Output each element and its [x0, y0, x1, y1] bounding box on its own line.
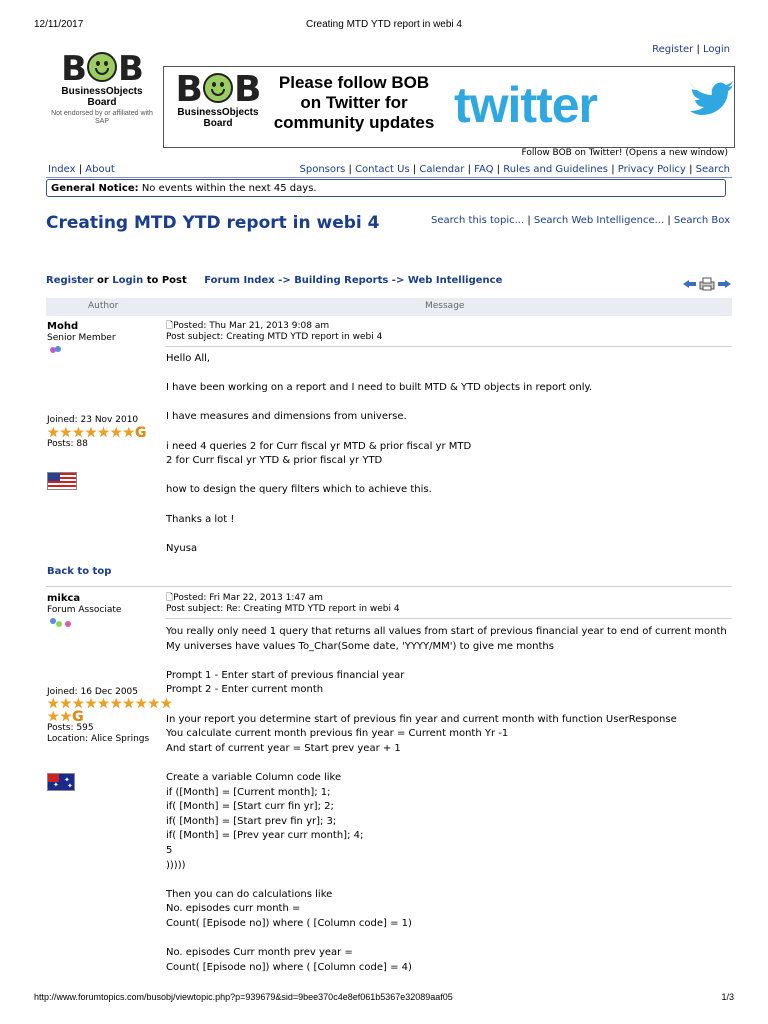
post-line: I have measures and dimensions from universe.: [166, 411, 407, 423]
logo-subtitle-1: BusinessObjects: [61, 86, 143, 97]
post-line: Nyusa: [166, 542, 198, 554]
post-line: My universes have values To_Char(Some date, 'YYYY/MM') to give me months: [166, 640, 554, 652]
post-line: Create a variable Column code like: [166, 771, 342, 783]
post-line: [166, 425, 732, 440]
post-body: [166, 352, 732, 556]
author-name[interactable]: mikca: [47, 593, 81, 604]
message-column-header: Message: [425, 301, 465, 311]
nav-left: Index | About: [48, 164, 115, 175]
post-line: how to design the query filters which to achieve this.: [166, 484, 432, 496]
post-line: I have been working on a report and I need to built MTD & YTD objects in report only.: [166, 382, 593, 394]
post-count: Posts: 595: [47, 723, 94, 733]
location: Location: Alice Springs: [47, 734, 150, 744]
post-line: [166, 469, 732, 484]
post-line: You really only need 1 query that returns all values from start of previous financial year to end of current month: [166, 626, 727, 637]
post-subject: Post subject: Re: Creating MTD YTD report in webi 4: [166, 604, 400, 614]
banner-bob-logo: B B BusinessObjects Board: [175, 69, 261, 129]
crumb-register[interactable]: Register: [46, 275, 94, 286]
post-line: [166, 698, 732, 713]
join-date: Joined: 16 Dec 2005: [47, 687, 139, 697]
post-line: [166, 931, 732, 946]
previous-topic-icon[interactable]: [683, 280, 696, 288]
post-line: [166, 654, 732, 669]
gender-icon: [50, 345, 62, 355]
next-topic-icon[interactable]: [718, 280, 731, 288]
post-line: [166, 498, 732, 513]
crumb-building-reports[interactable]: Building Reports: [294, 275, 389, 286]
crumb-forum-index[interactable]: Forum Index: [204, 275, 275, 286]
search-links: Search this topic... | Search Web Intelligence... | Search Box: [431, 215, 730, 226]
nav-search[interactable]: Search: [695, 164, 730, 175]
twitter-banner[interactable]: [163, 66, 735, 148]
post-line: And start of current year = Start prev year + 1: [166, 742, 401, 754]
follow-twitter-link[interactable]: Follow BOB on Twitter! (Opens a new window): [521, 148, 728, 158]
post-line: Thanks a lot !: [166, 513, 235, 525]
post-line: [166, 873, 732, 888]
author-rank: Forum Associate: [47, 605, 122, 615]
post-author: [47, 593, 121, 616]
logo-subtitle-2: Board: [87, 97, 117, 108]
login-link[interactable]: Login: [703, 44, 730, 55]
nav-privacy[interactable]: Privacy Policy: [617, 164, 686, 175]
twitter-bird-icon: [688, 73, 734, 119]
post-subject: Post subject: Creating MTD YTD report in webi 4: [166, 332, 383, 342]
post-line: ))))): [166, 859, 186, 871]
post-icon: 🗋: [166, 321, 174, 331]
gender-icon: [49, 616, 73, 630]
search-topic-link[interactable]: Search this topic...: [431, 215, 525, 226]
print-title: Creating MTD YTD report in webi 4: [306, 19, 462, 30]
nav-about[interactable]: About: [85, 164, 115, 175]
post-line: [166, 527, 732, 542]
register-link[interactable]: Register: [652, 44, 694, 55]
join-date: Joined: 23 Nov 2010: [47, 415, 139, 425]
post-line: 2 for Curr fiscal yr YTD & prior fiscal yr YTD: [166, 455, 383, 467]
posted-date: Posted: Fri Mar 22, 2013 1:47 am: [173, 593, 323, 603]
post-header: [166, 321, 382, 343]
nav-sponsors[interactable]: Sponsors: [299, 164, 346, 175]
author-column-header: Author: [88, 301, 119, 311]
divider: [46, 177, 732, 178]
general-notice: General Notice: No events within the next 45 days.: [46, 179, 726, 197]
posted-date: Posted: Thu Mar 21, 2013 9:08 am: [173, 321, 330, 331]
nav-faq[interactable]: FAQ: [474, 164, 494, 175]
site-logo[interactable]: [48, 49, 156, 126]
post-line: Prompt 1 - Enter start of previous financial year: [166, 669, 405, 681]
page-title: Creating MTD YTD report in webi 4: [46, 213, 380, 233]
crumb-web-intelligence[interactable]: Web Intelligence: [407, 275, 503, 286]
post-line: if( [Month] = [Prev year curr month]; 4;: [166, 830, 364, 842]
table-header: [46, 298, 732, 316]
twitter-wordmark: twitter: [454, 77, 597, 133]
print-icon[interactable]: [700, 278, 714, 290]
nav-rules[interactable]: Rules and Guidelines: [503, 164, 609, 175]
crumb-login[interactable]: Login: [112, 275, 144, 286]
print-page-number: 1/3: [721, 992, 734, 1002]
post-line: Count( [Episode no]) where ( [Column code] = 1): [166, 917, 412, 929]
bob-logo-text: B B: [61, 49, 143, 89]
post-line: 5: [166, 844, 173, 856]
post-line: No. episodes curr month =: [166, 903, 301, 915]
breadcrumb: Register or Login to Post Forum Index -> Building Reports -> Web Intelligence: [46, 275, 503, 286]
post-line: You calculate current month previous fin year = Current month Yr -1: [166, 728, 509, 740]
print-url: http://www.forumtopics.com/busobj/viewtopic.php?p=939679&sid=9bee370c4e8ef061b5367e32089aaf05: [34, 992, 453, 1002]
post-line: [166, 367, 732, 382]
print-date: 12/11/2017: [34, 19, 84, 30]
search-box-link[interactable]: Search Box: [673, 215, 730, 226]
nav-calendar[interactable]: Calendar: [419, 164, 465, 175]
back-to-top-link[interactable]: Back to top: [47, 566, 112, 577]
separator: |: [696, 44, 700, 55]
post-line: [166, 756, 732, 771]
post-header: [166, 593, 400, 615]
post-line: In your report you determine start of previous fin year and current month with function UserResponse: [166, 713, 677, 725]
post-line: if ([Month] = [Current month]; 1;: [166, 786, 331, 798]
rank-stars: ★ ★ ★ ★ ★ ★ ★ ★ ★ ★: [47, 696, 173, 712]
rank-stars: ★ ★ G: [47, 709, 84, 725]
author-name[interactable]: Mohd: [47, 321, 79, 332]
nav-index[interactable]: Index: [48, 164, 76, 175]
post-line: [166, 396, 732, 411]
post-count: Posts: 88: [47, 439, 88, 449]
post-line: if( [Month] = [Start prev fin yr]; 3;: [166, 815, 337, 827]
post-icon: 🗋: [166, 593, 174, 603]
post-line: Prompt 2 - Enter current month: [166, 684, 324, 696]
author-rank: Senior Member: [47, 333, 116, 343]
post-line: if( [Month] = [Start curr fin yr]; 2;: [166, 801, 334, 813]
post-author: [47, 321, 116, 344]
post-line: Hello All,: [166, 353, 211, 364]
banner-text: Please follow BOB on Twitter for community updates: [273, 73, 435, 132]
post-body: [166, 625, 732, 975]
nav-contact[interactable]: Contact Us: [355, 164, 410, 175]
nav-right: Sponsors | Contact Us | Calendar | FAQ | Rules and Guidelines | Privacy Policy | Search: [299, 164, 730, 175]
post-line: Then you can do calculations like: [166, 888, 333, 900]
top-links: [652, 44, 730, 55]
rank-stars: ★ ★ ★ ★ ★ ★ ★ G: [47, 425, 147, 441]
topic-nav-icons: [682, 276, 732, 295]
search-webi-link[interactable]: Search Web Intelligence...: [533, 215, 665, 226]
logo-note: Not endorsed by or affiliated with SAP: [51, 110, 153, 125]
post-line: No. episodes Curr month prev year =: [166, 947, 353, 959]
post-line: i need 4 queries 2 for Curr fiscal yr MTD & prior fiscal yr MTD: [166, 440, 472, 452]
post-line: Count( [Episode no]) where ( [Column code] = 4): [166, 961, 412, 973]
us-flag-icon: [47, 472, 77, 490]
australia-flag-icon: ✦ ✦ ✦: [47, 773, 75, 791]
